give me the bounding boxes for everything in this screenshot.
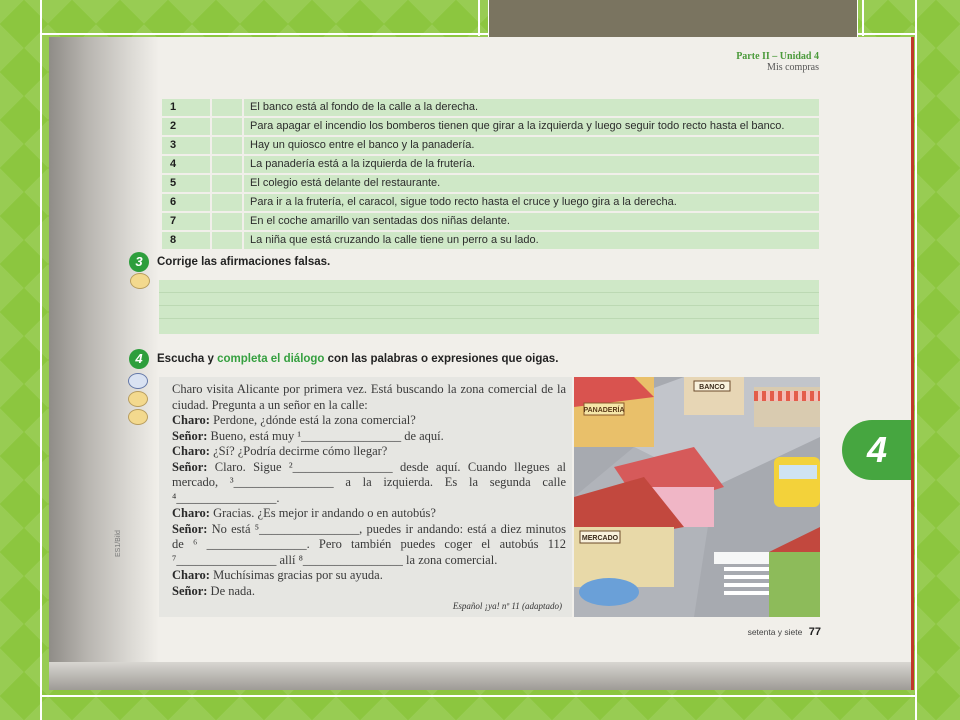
statement-number: 8 (162, 231, 211, 250)
dialog-speaker: Señor: (172, 521, 208, 536)
answer-cell[interactable] (211, 212, 243, 231)
frame-line-tab-left (478, 0, 480, 36)
page-number: 77 (808, 626, 821, 638)
frame-line-right (915, 0, 917, 720)
dialog-speaker: Charo: (172, 413, 210, 427)
street-illustration-svg (574, 377, 820, 617)
frame-line-tab-right (862, 0, 864, 36)
dialog-line (172, 568, 566, 584)
side-code: ES1/Bild (115, 530, 122, 557)
answer-box[interactable] (159, 280, 819, 334)
answer-cell[interactable] (211, 174, 243, 193)
statement-text: El banco está al fondo de la calle a la derecha. (243, 99, 819, 117)
sign-banco: BANCO (699, 384, 725, 391)
dialog-box (159, 377, 572, 617)
dialog-line (172, 460, 566, 507)
page-bottom-shadow (49, 662, 911, 690)
exercise-3-title: Corrige las afirmaciones falsas. (157, 256, 331, 268)
textbook-page (49, 37, 914, 690)
dialog-line (172, 506, 566, 522)
exercise-4-title-part2: y (204, 353, 218, 365)
page-footer (748, 626, 821, 638)
audio-cd-icon (128, 373, 148, 389)
statement-number: 5 (162, 174, 211, 193)
dialog-line (172, 584, 566, 600)
page-number-words: setenta y siete (747, 627, 803, 637)
exercise-4-title-part4: con las palabras o expresiones que oigas. (324, 353, 559, 365)
statement-row (162, 231, 819, 250)
dialog-speaker: Charo: (172, 568, 210, 582)
statement-text: Hay un quiosco entre el banco y la panadería. (243, 136, 819, 155)
sign-mercado: MERCADO (581, 535, 619, 542)
statement-text: En el coche amarillo van sentadas dos niñas delante. (243, 212, 819, 231)
sign-panaderia: PANADERÍA (583, 407, 625, 414)
dialog-speech: Muchísimas gracias por su ayuda. (209, 568, 383, 582)
dialog-speaker: Señor: (172, 583, 208, 598)
unit-tab: 4 (842, 420, 912, 480)
answer-line (159, 305, 819, 306)
dialog-speech: Claro. Sigue ²________________ desde aquí. Cuando llegues al mercado, ³________________ a la izquierda. Es la segunda calle ⁴________________. (172, 459, 566, 505)
frame-line-left (40, 0, 42, 720)
answer-cell[interactable] (211, 117, 243, 136)
answer-cell[interactable] (211, 155, 243, 174)
statement-number: 6 (162, 193, 211, 212)
statement-row (162, 193, 819, 212)
statement-text: La panadería está a la izquierda de la frutería. (243, 155, 819, 174)
statement-row (162, 99, 819, 117)
statement-row (162, 174, 819, 193)
dialog-speaker: Señor: (172, 459, 208, 474)
header-parte: Parte II – Unidad 4 (736, 51, 819, 62)
dialog-text (172, 382, 566, 599)
dialog-line (172, 429, 566, 445)
statements-table (162, 99, 819, 251)
dialog-intro: Charo visita Alicante por primera vez. Está buscando la zona comercial de la ciudad. Pregunta a un señor en la calle: (172, 382, 566, 412)
dialog-speaker: Señor: (172, 428, 208, 443)
dialog-speech: Perdone, ¿dónde está la zona comercial? (209, 413, 416, 427)
statement-row (162, 212, 819, 231)
dialog-speech: Gracias. ¿Es mejor ir andando o en autobús? (209, 506, 436, 520)
statement-row (162, 136, 819, 155)
exercise-4-title-part1: Escucha (157, 353, 205, 365)
answer-cell[interactable] (211, 99, 243, 117)
dialog-speech: De nada. (207, 583, 255, 598)
dialog-source: Español ¡ya! nº 11 (adaptado) (452, 601, 562, 611)
exercise-4-title (157, 353, 558, 365)
answer-line (159, 318, 819, 319)
street-illustration (574, 377, 820, 617)
page-header (736, 51, 819, 73)
exercise-3-badge: 3 (129, 252, 149, 272)
statement-text: Para ir a la frutería, el caracol, sigue todo recto hasta el cruce y luego gira a la derecha. (243, 193, 819, 212)
statement-row (162, 117, 819, 136)
statement-text: La niña que está cruzando la calle tiene un perro a su lado. (243, 231, 819, 250)
statement-number: 3 (162, 136, 211, 155)
dialog-speech: ¿Sí? ¿Podría decirme cómo llegar? (209, 444, 388, 458)
dialog-line (172, 522, 566, 569)
exercise-4-title-part3: completa el diálogo (217, 353, 325, 365)
dialog-speaker: Charo: (172, 444, 210, 458)
frame-line-bottom (40, 695, 917, 697)
statement-text: El colegio está delante del restaurante. (243, 174, 819, 193)
statement-number: 2 (162, 117, 211, 136)
statement-row (162, 155, 819, 174)
listening-person-icon (128, 391, 148, 407)
answer-line (159, 292, 819, 293)
answer-cell[interactable] (211, 193, 243, 212)
answer-cell[interactable] (211, 136, 243, 155)
dialog-line (172, 413, 566, 429)
dialog-speaker: Charo: (172, 506, 210, 520)
statement-number: 4 (162, 155, 211, 174)
statement-text: Para apagar el incendio los bomberos tienen que girar a la izquierda y luego seguir todo recto hasta el banco. (243, 117, 819, 136)
dialog-lines (172, 413, 566, 599)
statement-number: 7 (162, 212, 211, 231)
dialog-speech: No está ⁵________________, puedes ir andando: está a diez minutos de ⁶ ________________. Pero también puedes coger el autobús 112 ⁷________________ allí ⁸________________ la zona comercial. (172, 521, 566, 567)
slide-title-tab (488, 0, 858, 42)
statement-number: 1 (162, 99, 211, 117)
writing-person-icon (128, 409, 148, 425)
pencil-writing-icon (130, 273, 150, 289)
exercise-4-badge: 4 (129, 349, 149, 369)
dialog-line (172, 444, 566, 460)
answer-cell[interactable] (211, 231, 243, 250)
header-subtitle: Mis compras (767, 62, 819, 73)
dialog-speech: Bueno, está muy ¹________________ de aquí. (207, 428, 444, 443)
